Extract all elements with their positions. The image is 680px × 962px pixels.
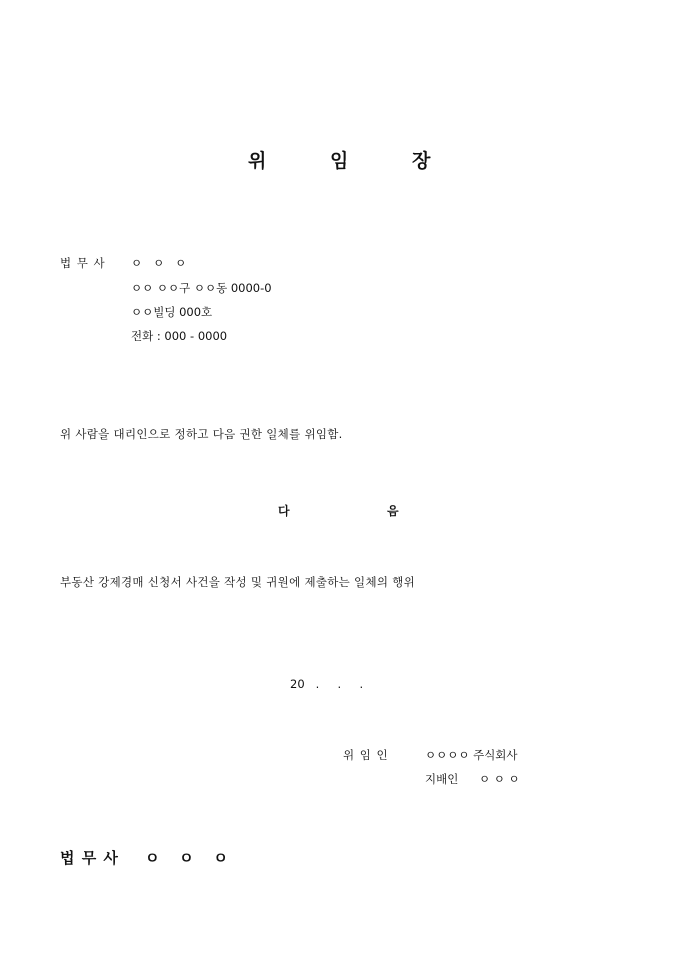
title-char-1: 위 — [248, 150, 267, 172]
title-char-3: 장 — [412, 150, 431, 172]
agent-name: ㅇ ㅇ ㅇ — [131, 256, 187, 270]
agent-address-line2: ㅇㅇ빌딩 000호 — [131, 305, 213, 319]
representative-label: 지배인 — [425, 772, 459, 786]
delegation-statement: 위 사람을 대리인으로 정하고 다음 권한 일체를 위임함. — [60, 427, 343, 441]
agent-phone: 전화 : 000 - 0000 — [131, 329, 228, 343]
title-char-2: 임 — [330, 150, 349, 172]
footer-label: 법 무 사 — [60, 849, 119, 867]
agent-address-line1: ㅇㅇ ㅇㅇ구 ㅇㅇ동 0000-0 — [131, 281, 272, 295]
date-line: 20 . . . — [290, 677, 364, 691]
delegation-scope: 부동산 강제경매 신청서 사건을 작성 및 귀원에 제출하는 일체의 행위 — [60, 575, 416, 589]
heading-right: 음 — [387, 504, 399, 518]
agent-label: 법 무 사 — [60, 256, 106, 270]
grantor-label: 위 임 인 — [343, 748, 389, 762]
representative-name: ㅇ ㅇ ㅇ — [479, 772, 520, 786]
heading-left: 다 — [278, 504, 290, 518]
grantor-company: ㅇㅇㅇㅇ 주식회사 — [425, 748, 518, 762]
footer-name: ㅇ ㅇ ㅇ — [145, 849, 229, 867]
